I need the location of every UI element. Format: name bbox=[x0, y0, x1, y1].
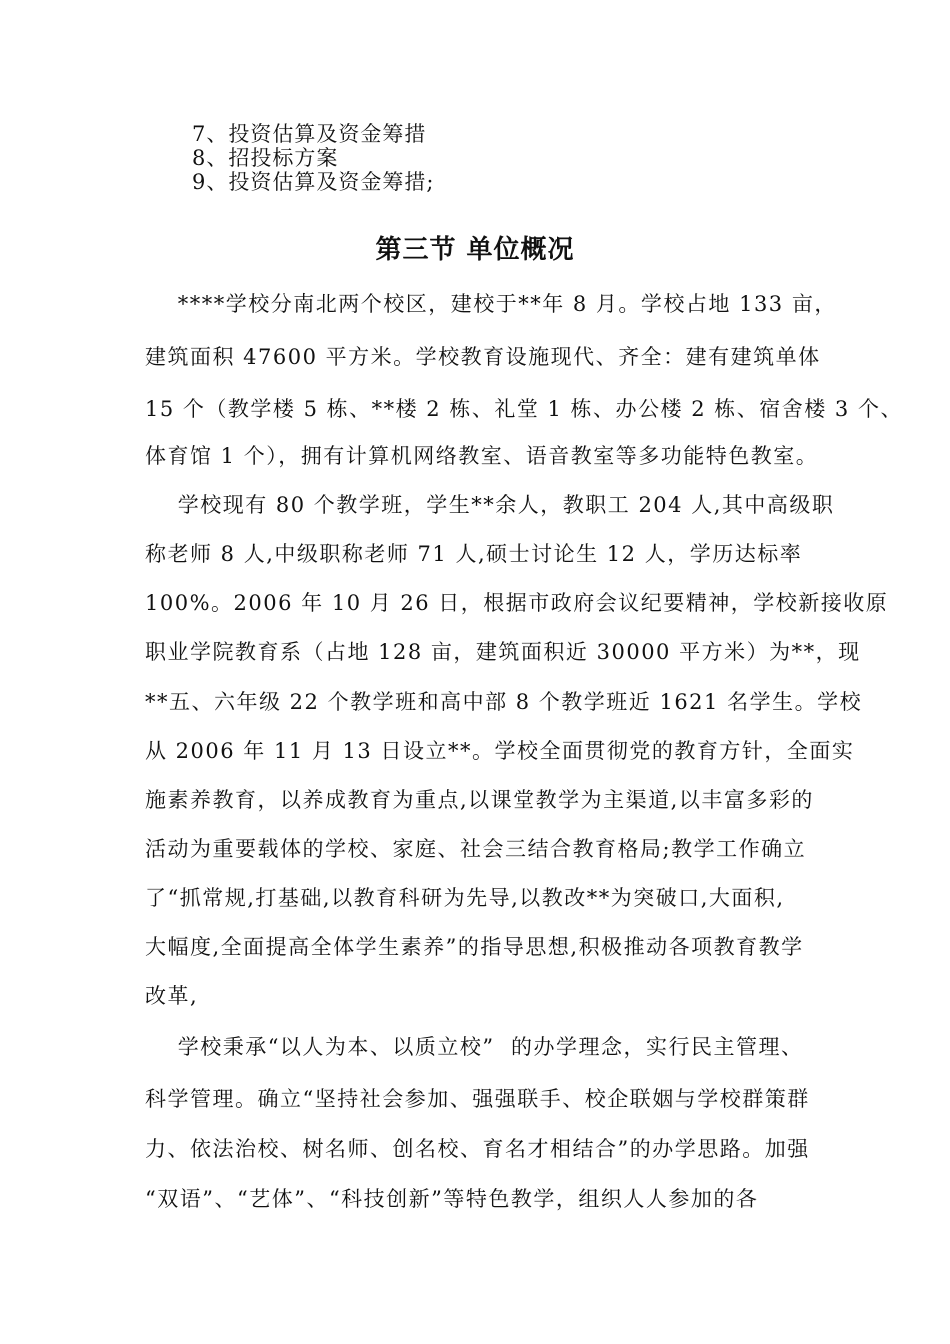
text-line: 从 2006 年 11 月 13 日设立**。学校全面贯彻党的教育方针，全面实 bbox=[145, 739, 855, 763]
text-line: 施素养教育，以养成教育为重点,以课堂教学为主渠道,以丰富多彩的 bbox=[145, 788, 814, 812]
outline-list bbox=[192, 122, 434, 194]
text-line: 100%。2006 年 10 月 26 日，根据市政府会议纪要精神，学校新接收原 bbox=[145, 591, 889, 615]
text-line: 体育馆 1 个），拥有计算机网络教室、语音教室等多功能特色教室。 bbox=[145, 444, 819, 468]
text-line: **五、六年级 22 个教学班和高中部 8 个教学班近 1621 名学生。学校 bbox=[145, 690, 863, 714]
list-item: 9、投资估算及资金筹措; bbox=[192, 170, 435, 194]
text-line: 力、依法治校、树名师、创名校、育名才相结合”的办学思路。加强 bbox=[145, 1137, 810, 1161]
list-item: 8、招投标方案 bbox=[192, 146, 339, 170]
text-line: “双语”、“艺体”、“科技创新”等特色教学，组织人人参加的各 bbox=[145, 1187, 759, 1211]
list-item: 7、投资估算及资金筹措 bbox=[192, 122, 427, 146]
text-line: 改革, bbox=[145, 984, 199, 1008]
section-title: 第三节 单位概况 bbox=[375, 235, 575, 265]
text-line: 15 个（教学楼 5 栋、**楼 2 栋、礼堂 1 栋、办公楼 2 栋、宿舍楼 3 个、 bbox=[145, 397, 903, 421]
text-line: 学校秉承“以人为本、以质立校” 的办学理念，实行民主管理、 bbox=[145, 1035, 804, 1059]
text-line: 大幅度,全面提高全体学生素养”的指导思想,积极推动各项教育教学 bbox=[145, 935, 804, 959]
text-line: 建筑面积 47600 平方米。学校教育设施现代、齐全：建有建筑单体 bbox=[145, 345, 821, 369]
text-line: 称老师 8 人,中级职称老师 71 人,硕士讨论生 12 人，学历达标率 bbox=[145, 542, 803, 566]
text-line: 活动为重要载体的学校、家庭、社会三结合教育格局;教学工作确立 bbox=[145, 837, 807, 861]
text-line: 职业学院教育系（占地 128 亩，建筑面积近 30000 平方米）为**，现 bbox=[145, 640, 861, 664]
text-line: 科学管理。确立“坚持社会参加、强强联手、校企联姻与学校群策群 bbox=[145, 1087, 810, 1111]
text-line: 了“抓常规,打基础,以教育科研为先导,以教改**为突破口,大面积, bbox=[145, 886, 785, 910]
text-line: 学校现有 80 个教学班，学生**余人，教职工 204 人,其中高级职 bbox=[145, 493, 835, 517]
text-line: ****学校分南北两个校区，建校于**年 8 月。学校占地 133 亩， bbox=[145, 292, 837, 316]
